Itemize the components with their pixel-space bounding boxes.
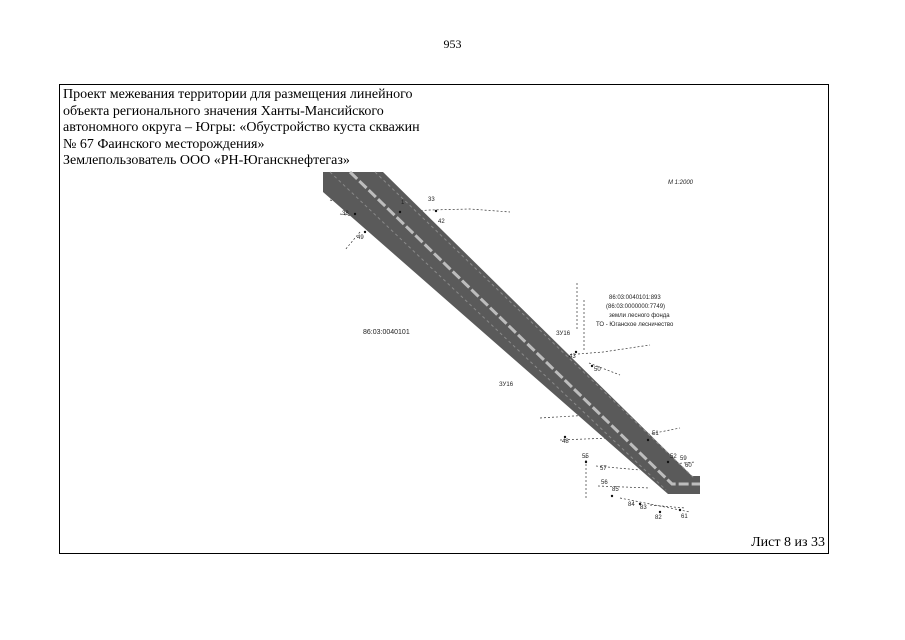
point-label: 61	[681, 514, 688, 520]
point-label: 38	[342, 211, 349, 217]
point-label: 1	[401, 200, 405, 206]
title-line-1: Проект межевания территории для размещения линейного	[63, 87, 413, 102]
point-label: 49	[357, 235, 364, 241]
point-label: 83	[640, 505, 647, 511]
map-scale-label: М 1:2000	[668, 180, 694, 186]
title-line-2: объекта регионального значения Ханты-Мансийского	[63, 103, 384, 119]
point-label: 60	[685, 463, 692, 469]
parcel-info-line-4: ТО - Юганское лесничество	[596, 322, 674, 328]
zone-label: ЗУ16	[556, 331, 571, 337]
parcel-info-line-2: (86:03:0000000:7749)	[606, 304, 666, 310]
point-label: 84	[628, 502, 635, 508]
point-label: 48	[562, 439, 569, 445]
zone-label: ЗУ16	[499, 382, 514, 388]
parcel-info-line-1: 86:03:0040101:893	[609, 295, 661, 301]
title-line-4: № 67 Фаинского месторождения»	[63, 136, 265, 152]
title-line-5: Землепользователь ООО «РН-Юганскнефтегаз»	[63, 153, 350, 168]
page-number: 953	[443, 37, 462, 51]
point-label: 82	[655, 515, 662, 521]
point-label: 55	[582, 454, 589, 460]
point-label: 85	[612, 487, 619, 493]
point-label: 57	[600, 466, 607, 472]
point-label: 52	[670, 454, 677, 460]
parcel-info-line-3: земли лесного фонда	[609, 313, 670, 319]
point-label: 56	[601, 480, 608, 486]
point-label: 51	[652, 431, 659, 437]
title-line-3: автономного округа – Югры: «Обустройство куста скважин	[63, 120, 420, 135]
sheet-label: Лист 8 из 33	[751, 535, 825, 550]
point-label: 43	[569, 354, 576, 360]
quarter-number-label: 86:03:0040101	[363, 329, 410, 336]
point-label: 33	[428, 197, 435, 203]
point-label: 50	[594, 367, 601, 373]
point-label: 42	[438, 219, 445, 225]
point-label: 59	[680, 456, 687, 462]
